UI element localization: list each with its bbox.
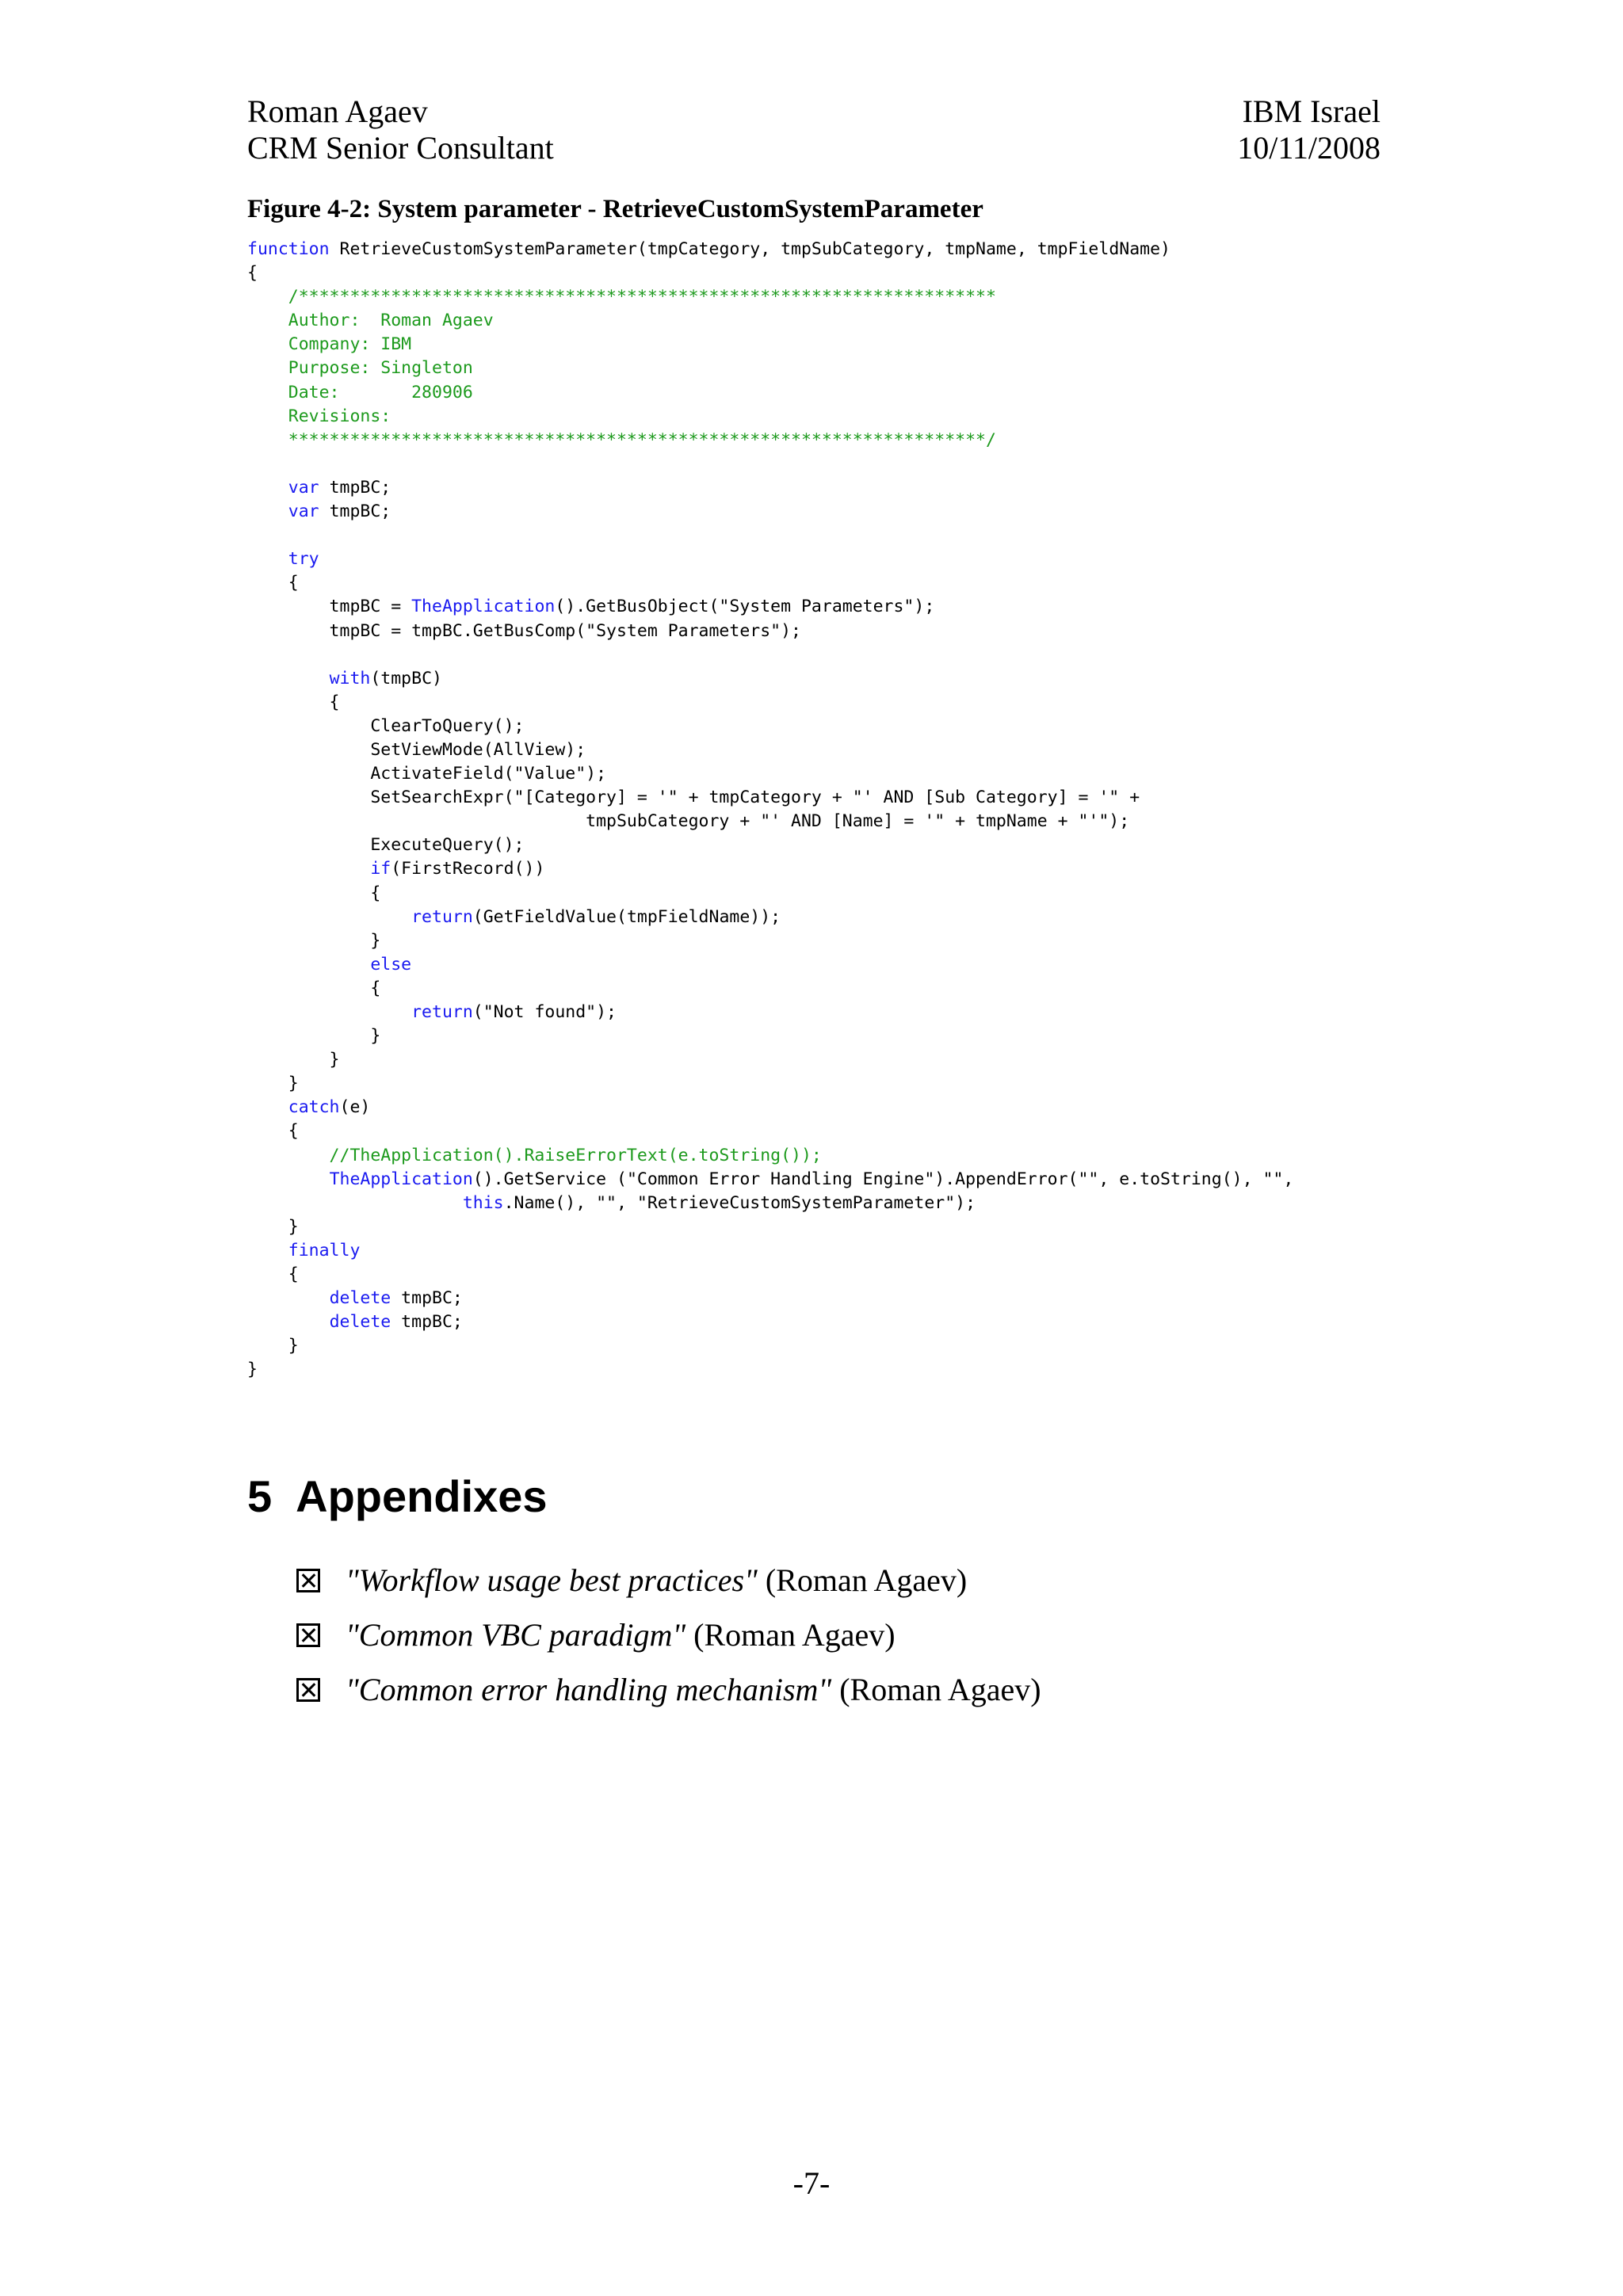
reference-list bbox=[296, 1553, 1041, 1717]
code-line bbox=[247, 882, 1293, 906]
figure-caption: Figure 4-2: System parameter - RetrieveCustomSystemParameter bbox=[247, 195, 983, 223]
code-line bbox=[247, 429, 1293, 452]
code-keyword: var bbox=[288, 477, 319, 498]
code-text: } bbox=[247, 1336, 299, 1356]
code-text: ExecuteQuery(); bbox=[247, 835, 525, 856]
code-line bbox=[247, 238, 1293, 261]
code-text: ().GetService ("Common Error Handling Engine").AppendError("", e.toString(), "", bbox=[472, 1169, 1294, 1189]
code-text: .Name(), "", "RetrieveCustomSystemParameter"); bbox=[503, 1192, 976, 1213]
code-text: } bbox=[247, 1360, 258, 1380]
author-role: CRM Senior Consultant bbox=[247, 130, 554, 166]
code-line bbox=[247, 476, 1293, 500]
code-keyword: return bbox=[411, 1002, 473, 1022]
checked-box-icon bbox=[296, 1569, 320, 1592]
code-keyword: var bbox=[288, 502, 319, 522]
code-line bbox=[247, 333, 1293, 357]
code-line bbox=[247, 571, 1293, 595]
list-item bbox=[296, 1662, 1041, 1717]
code-text: (e) bbox=[339, 1097, 371, 1118]
code-comment: //TheApplication().RaiseErrorText(e.toString()); bbox=[247, 1145, 822, 1165]
code-text: (tmpBC) bbox=[370, 668, 442, 688]
code-keyword: with bbox=[329, 668, 371, 688]
code-text bbox=[247, 502, 288, 521]
code-text bbox=[247, 478, 288, 498]
code-line bbox=[247, 524, 1293, 547]
code-text: { bbox=[247, 883, 381, 903]
page-number: -7- bbox=[792, 2165, 831, 2201]
code-line bbox=[247, 667, 1293, 691]
code-line bbox=[247, 1168, 1293, 1192]
code-text bbox=[247, 669, 330, 688]
code-text: tmpBC; bbox=[319, 502, 391, 522]
code-text: tmpBC; bbox=[391, 1288, 463, 1309]
code-keyword: if bbox=[370, 859, 391, 879]
code-text: tmpBC = bbox=[247, 597, 412, 617]
code-line bbox=[247, 381, 1293, 405]
code-keyword: catch bbox=[288, 1097, 340, 1118]
checked-box-icon bbox=[296, 1623, 320, 1647]
code-keyword: TheApplication bbox=[329, 1169, 473, 1189]
code-keyword: this bbox=[462, 1192, 504, 1213]
code-comment: ********************************************************************/ bbox=[247, 429, 996, 450]
code-line bbox=[247, 261, 1293, 285]
code-keyword: function bbox=[247, 239, 330, 259]
code-text bbox=[247, 859, 370, 879]
code-text bbox=[247, 1002, 411, 1022]
code-text: tmpSubCategory + "' AND [Name] = '" + tmpName + "'"); bbox=[247, 811, 1130, 832]
code-line bbox=[247, 691, 1293, 715]
code-line bbox=[247, 1096, 1293, 1119]
code-line bbox=[247, 810, 1293, 833]
code-line bbox=[247, 1144, 1293, 1168]
code-text: ClearToQuery(); bbox=[247, 715, 525, 736]
code-line bbox=[247, 1287, 1293, 1310]
code-text bbox=[247, 1312, 330, 1332]
code-text bbox=[247, 1241, 288, 1261]
code-text: { bbox=[247, 1264, 299, 1285]
code-line bbox=[247, 285, 1293, 309]
code-text: } bbox=[247, 1216, 299, 1237]
code-line bbox=[247, 1001, 1293, 1024]
code-text: SetSearchExpr("[Category] = '" + tmpCategory + "' AND [Sub Category] = '" + bbox=[247, 788, 1140, 808]
code-text: { bbox=[247, 1121, 299, 1142]
code-keyword: else bbox=[370, 954, 412, 974]
code-comment: Revisions: bbox=[247, 406, 391, 426]
code-line bbox=[247, 786, 1293, 810]
code-text: tmpBC; bbox=[319, 477, 391, 498]
code-line bbox=[247, 405, 1293, 429]
code-text bbox=[247, 1097, 288, 1117]
code-line bbox=[247, 1048, 1293, 1072]
code-text: } bbox=[247, 930, 381, 951]
section-title: Appendixes bbox=[296, 1471, 548, 1521]
code-text bbox=[247, 1288, 330, 1308]
reference-author: (Roman Agaev) bbox=[839, 1672, 1041, 1707]
code-text: tmpBC; bbox=[391, 1312, 463, 1333]
reference-title: "Workflow usage best practices" bbox=[346, 1562, 758, 1598]
section-heading bbox=[247, 1470, 548, 1522]
code-line bbox=[247, 452, 1293, 476]
code-text: (FirstRecord()) bbox=[391, 859, 545, 879]
code-line bbox=[247, 1239, 1293, 1263]
code-comment: Company: IBM bbox=[247, 334, 412, 355]
code-text: { bbox=[247, 263, 258, 284]
author-name: Roman Agaev bbox=[247, 93, 428, 129]
code-text: { bbox=[247, 978, 381, 998]
code-keyword: return bbox=[411, 906, 473, 927]
code-text: ActivateField("Value"); bbox=[247, 764, 607, 784]
code-text bbox=[247, 549, 288, 569]
code-line bbox=[247, 1215, 1293, 1239]
code-line bbox=[247, 357, 1293, 380]
code-line bbox=[247, 500, 1293, 524]
code-text: SetViewMode(AllView); bbox=[247, 739, 586, 760]
checked-box-icon bbox=[296, 1678, 320, 1702]
code-line bbox=[247, 906, 1293, 929]
code-line bbox=[247, 977, 1293, 1001]
code-text: ().GetBusObject("System Parameters"); bbox=[555, 597, 935, 617]
code-text: } bbox=[247, 1026, 381, 1047]
code-line bbox=[247, 620, 1293, 643]
code-text: tmpBC = tmpBC.GetBusComp("System Parameters"); bbox=[247, 620, 801, 641]
header-left bbox=[247, 93, 554, 166]
code-line bbox=[247, 762, 1293, 786]
header-right bbox=[1237, 93, 1381, 166]
code-line bbox=[247, 1192, 1293, 1215]
code-text: RetrieveCustomSystemParameter(tmpCategory, tmpSubCategory, tmpName, tmpFieldName) bbox=[329, 239, 1170, 259]
code-keyword: finally bbox=[288, 1240, 361, 1261]
code-text bbox=[247, 955, 370, 974]
code-text bbox=[247, 907, 411, 927]
code-comment: Purpose: Singleton bbox=[247, 358, 473, 379]
document-date: 10/11/2008 bbox=[1237, 130, 1381, 166]
list-item bbox=[296, 1608, 1041, 1662]
code-text: { bbox=[247, 573, 299, 593]
code-line bbox=[247, 833, 1293, 857]
code-line bbox=[247, 1072, 1293, 1096]
code-comment: Date: 280906 bbox=[247, 382, 473, 402]
section-number: 5 bbox=[247, 1471, 273, 1521]
code-line bbox=[247, 1263, 1293, 1287]
code-line bbox=[247, 547, 1293, 571]
code-text: ("Not found"); bbox=[472, 1002, 617, 1022]
code-line bbox=[247, 309, 1293, 333]
code-line bbox=[247, 857, 1293, 881]
reference-title: "Common error handling mechanism" bbox=[346, 1672, 832, 1707]
code-keyword: TheApplication bbox=[411, 597, 556, 617]
code-keyword: delete bbox=[329, 1288, 391, 1309]
code-line bbox=[247, 595, 1293, 619]
code-comment: /******************************************************************** bbox=[247, 287, 996, 307]
code-text: } bbox=[247, 1050, 340, 1070]
code-text: } bbox=[247, 1074, 299, 1094]
code-line bbox=[247, 1334, 1293, 1358]
code-line bbox=[247, 953, 1293, 977]
code-line bbox=[247, 643, 1293, 667]
reference-title: "Common VBC paradigm" bbox=[346, 1617, 686, 1653]
code-text bbox=[247, 1193, 463, 1213]
code-text: { bbox=[247, 692, 340, 712]
code-text bbox=[247, 1169, 330, 1189]
code-line bbox=[247, 1358, 1293, 1382]
code-line bbox=[247, 1119, 1293, 1143]
list-item bbox=[296, 1553, 1041, 1608]
code-keyword: try bbox=[288, 549, 319, 570]
code-line bbox=[247, 1310, 1293, 1334]
reference-author: (Roman Agaev) bbox=[765, 1562, 968, 1598]
company-name: IBM Israel bbox=[1242, 93, 1381, 129]
reference-author: (Roman Agaev) bbox=[693, 1617, 896, 1653]
code-text: (GetFieldValue(tmpFieldName)); bbox=[472, 906, 781, 927]
code-line bbox=[247, 738, 1293, 762]
code-keyword: delete bbox=[329, 1312, 391, 1333]
code-listing bbox=[247, 238, 1293, 1383]
code-line bbox=[247, 929, 1293, 953]
code-comment: Author: Roman Agaev bbox=[247, 311, 494, 331]
code-line bbox=[247, 715, 1293, 738]
code-line bbox=[247, 1024, 1293, 1048]
